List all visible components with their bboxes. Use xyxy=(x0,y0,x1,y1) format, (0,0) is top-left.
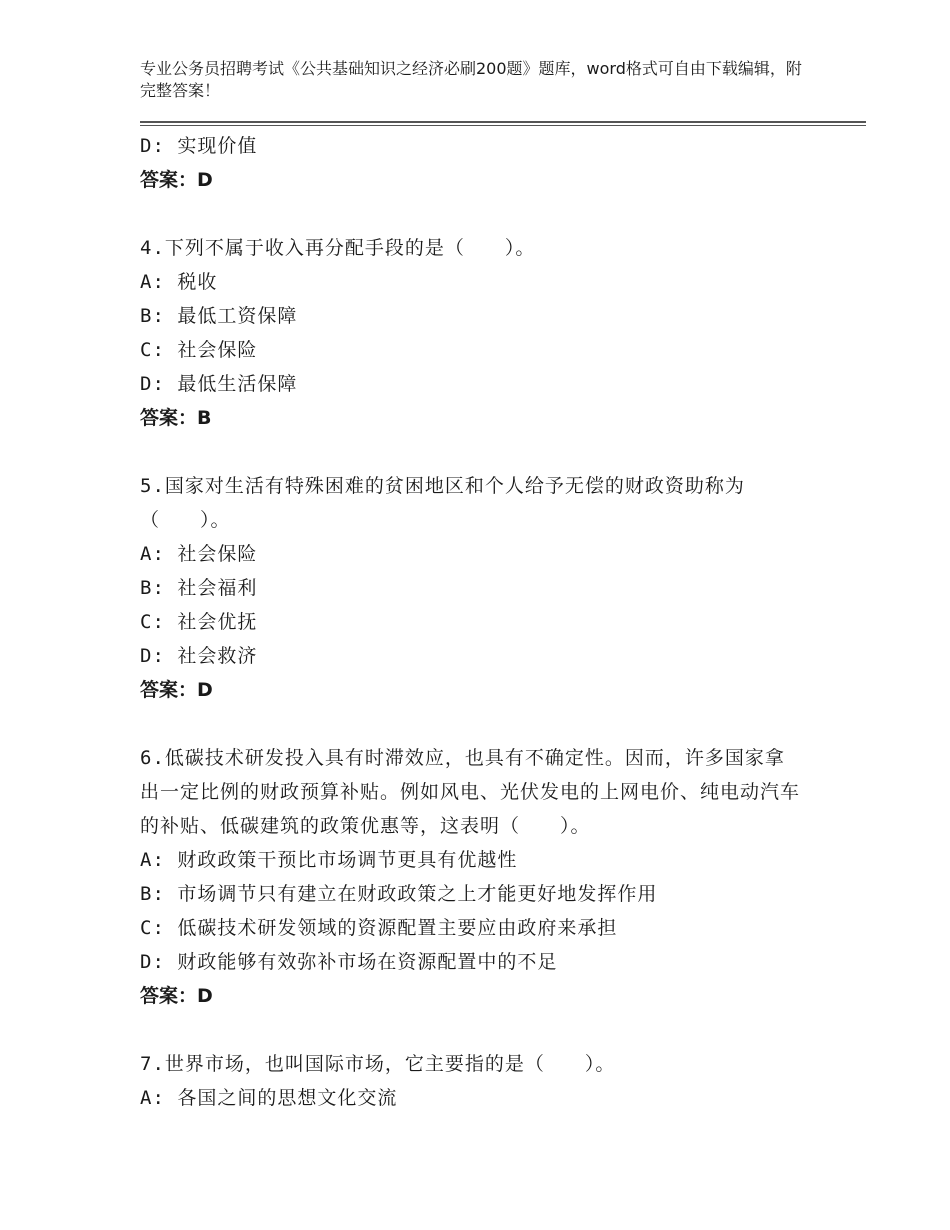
answer: 答案：B xyxy=(140,407,212,429)
option-a: A: 社会保险 xyxy=(140,543,258,565)
question-stem: 6.低碳技术研发投入具有时滞效应，也具有不确定性。因而，许多国家拿出一定比例的财政预算补贴。例如风电、光伏发电的上网电价、纯电动汽车的补贴、低碳建筑的政策优惠等，这表明（ ）。 xyxy=(140,747,801,837)
question-content xyxy=(140,129,820,1115)
option-c: C: 社会保险 xyxy=(140,339,258,361)
option-c: C: 社会优抚 xyxy=(140,611,258,633)
option-b: B: 最低工资保障 xyxy=(140,305,298,327)
answer: 答案：D xyxy=(140,679,213,701)
question-6 xyxy=(140,741,820,1013)
answer: 答案：D xyxy=(140,169,213,191)
question-stem: 5.国家对生活有特殊困难的贫困地区和个人给予无偿的财政资助称为（ ）。 xyxy=(140,475,745,531)
option-d: D: 社会救济 xyxy=(140,645,258,667)
document-header: 专业公务员招聘考试《公共基础知识之经济必刷200题》题库，word格式可自由下载编辑，附完整答案！ xyxy=(140,59,802,100)
question-4 xyxy=(140,231,820,435)
header-rule-thick xyxy=(140,121,866,123)
question-7 xyxy=(140,1047,820,1115)
option-d: D: 最低生活保障 xyxy=(140,373,298,395)
option-b: B: 社会福利 xyxy=(140,577,258,599)
option-d: D: 财政能够有效弥补市场在资源配置中的不足 xyxy=(140,951,558,973)
option-a: A: 财政政策干预比市场调节更具有优越性 xyxy=(140,849,518,871)
question-stem: 7.世界市场，也叫国际市场，它主要指的是（ ）。 xyxy=(140,1053,616,1075)
answer: 答案：D xyxy=(140,985,213,1007)
option-c: C: 低碳技术研发领域的资源配置主要应由政府来承担 xyxy=(140,917,618,939)
option-d: D: 实现价值 xyxy=(140,135,258,157)
option-a: A: 各国之间的思想文化交流 xyxy=(140,1087,398,1109)
header-rule-thin xyxy=(140,125,866,126)
option-b: B: 市场调节只有建立在财政政策之上才能更好地发挥作用 xyxy=(140,883,658,905)
option-a: A: 税收 xyxy=(140,271,218,293)
question-stem: 4.下列不属于收入再分配手段的是（ ）。 xyxy=(140,237,536,259)
question-5 xyxy=(140,469,820,707)
